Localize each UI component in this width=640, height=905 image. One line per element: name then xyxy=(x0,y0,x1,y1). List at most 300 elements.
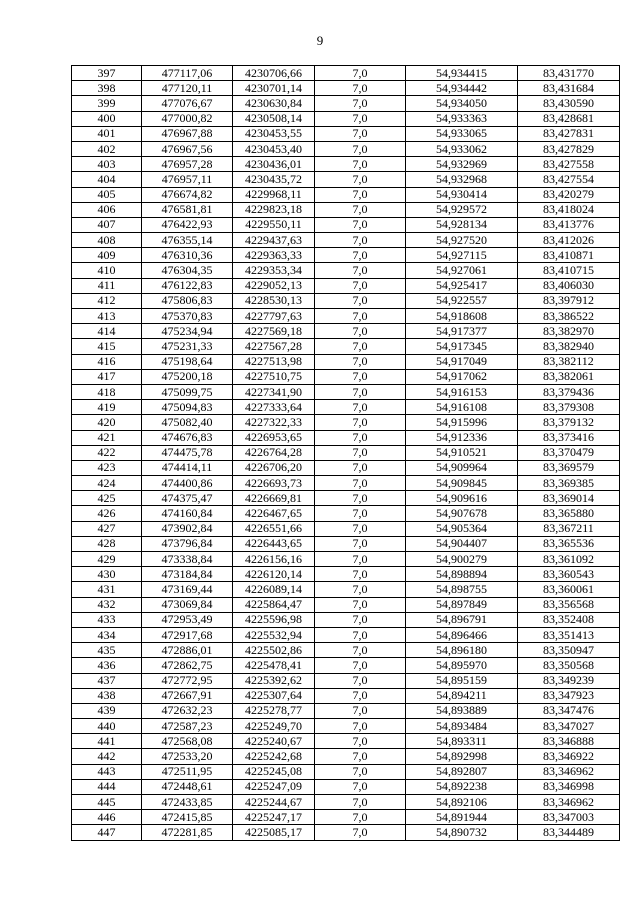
point-number-cell: 433 xyxy=(72,612,142,627)
y-coordinate-cell: 4225596,98 xyxy=(233,612,315,627)
y-coordinate-cell: 4225247,17 xyxy=(233,810,315,825)
latitude-cell: 54,918608 xyxy=(406,309,518,324)
distance-cell: 7,0 xyxy=(315,172,406,187)
longitude-cell: 83,352408 xyxy=(518,612,620,627)
y-coordinate-cell: 4225392,62 xyxy=(233,673,315,688)
x-coordinate-cell: 472448,61 xyxy=(142,779,233,794)
x-coordinate-cell: 476422,93 xyxy=(142,217,233,232)
x-coordinate-cell: 473069,84 xyxy=(142,597,233,612)
point-number-cell: 417 xyxy=(72,369,142,384)
distance-cell: 7,0 xyxy=(315,688,406,703)
y-coordinate-cell: 4225249,70 xyxy=(233,719,315,734)
table-row xyxy=(72,141,620,156)
distance-cell: 7,0 xyxy=(315,354,406,369)
latitude-cell: 54,933065 xyxy=(406,126,518,141)
longitude-cell: 83,410715 xyxy=(518,263,620,278)
point-number-cell: 407 xyxy=(72,217,142,232)
latitude-cell: 54,910521 xyxy=(406,445,518,460)
table-row xyxy=(72,430,620,445)
longitude-cell: 83,365536 xyxy=(518,536,620,551)
distance-cell: 7,0 xyxy=(315,673,406,688)
x-coordinate-cell: 474400,86 xyxy=(142,476,233,491)
table-row xyxy=(72,643,620,658)
distance-cell: 7,0 xyxy=(315,506,406,521)
longitude-cell: 83,428681 xyxy=(518,111,620,126)
latitude-cell: 54,933363 xyxy=(406,111,518,126)
distance-cell: 7,0 xyxy=(315,764,406,779)
table-row xyxy=(72,126,620,141)
x-coordinate-cell: 475806,83 xyxy=(142,293,233,308)
point-number-cell: 421 xyxy=(72,430,142,445)
latitude-cell: 54,891944 xyxy=(406,810,518,825)
distance-cell: 7,0 xyxy=(315,552,406,567)
distance-cell: 7,0 xyxy=(315,719,406,734)
table-row xyxy=(72,597,620,612)
y-coordinate-cell: 4226120,14 xyxy=(233,567,315,582)
point-number-cell: 419 xyxy=(72,400,142,415)
distance-cell: 7,0 xyxy=(315,612,406,627)
point-number-cell: 446 xyxy=(72,810,142,825)
y-coordinate-cell: 4225532,94 xyxy=(233,627,315,642)
longitude-cell: 83,350568 xyxy=(518,658,620,673)
point-number-cell: 399 xyxy=(72,96,142,111)
latitude-cell: 54,890732 xyxy=(406,825,518,840)
table-row xyxy=(72,779,620,794)
coordinates-table xyxy=(71,65,620,841)
y-coordinate-cell: 4226551,66 xyxy=(233,521,315,536)
distance-cell: 7,0 xyxy=(315,81,406,96)
y-coordinate-cell: 4229363,33 xyxy=(233,248,315,263)
longitude-cell: 83,420279 xyxy=(518,187,620,202)
distance-cell: 7,0 xyxy=(315,202,406,217)
table-row xyxy=(72,673,620,688)
distance-cell: 7,0 xyxy=(315,278,406,293)
x-coordinate-cell: 473338,84 xyxy=(142,552,233,567)
longitude-cell: 83,430590 xyxy=(518,96,620,111)
distance-cell: 7,0 xyxy=(315,233,406,248)
longitude-cell: 83,373416 xyxy=(518,430,620,445)
x-coordinate-cell: 474375,47 xyxy=(142,491,233,506)
distance-cell: 7,0 xyxy=(315,521,406,536)
longitude-cell: 83,379308 xyxy=(518,400,620,415)
distance-cell: 7,0 xyxy=(315,400,406,415)
longitude-cell: 83,356568 xyxy=(518,597,620,612)
table-row xyxy=(72,233,620,248)
distance-cell: 7,0 xyxy=(315,460,406,475)
y-coordinate-cell: 4225244,67 xyxy=(233,795,315,810)
longitude-cell: 83,346962 xyxy=(518,795,620,810)
table-row xyxy=(72,339,620,354)
longitude-cell: 83,367211 xyxy=(518,521,620,536)
point-number-cell: 402 xyxy=(72,141,142,156)
x-coordinate-cell: 474414,11 xyxy=(142,460,233,475)
table-row xyxy=(72,217,620,232)
longitude-cell: 83,410871 xyxy=(518,248,620,263)
point-number-cell: 423 xyxy=(72,460,142,475)
x-coordinate-cell: 472587,23 xyxy=(142,719,233,734)
y-coordinate-cell: 4229052,13 xyxy=(233,278,315,293)
point-number-cell: 432 xyxy=(72,597,142,612)
latitude-cell: 54,934050 xyxy=(406,96,518,111)
latitude-cell: 54,892106 xyxy=(406,795,518,810)
distance-cell: 7,0 xyxy=(315,627,406,642)
distance-cell: 7,0 xyxy=(315,263,406,278)
table-row xyxy=(72,187,620,202)
distance-cell: 7,0 xyxy=(315,248,406,263)
latitude-cell: 54,928134 xyxy=(406,217,518,232)
y-coordinate-cell: 4230706,66 xyxy=(233,66,315,81)
point-number-cell: 413 xyxy=(72,309,142,324)
x-coordinate-cell: 476957,11 xyxy=(142,172,233,187)
latitude-cell: 54,925417 xyxy=(406,278,518,293)
distance-cell: 7,0 xyxy=(315,339,406,354)
y-coordinate-cell: 4227333,64 xyxy=(233,400,315,415)
y-coordinate-cell: 4229823,18 xyxy=(233,202,315,217)
longitude-cell: 83,349239 xyxy=(518,673,620,688)
distance-cell: 7,0 xyxy=(315,126,406,141)
table-row xyxy=(72,202,620,217)
table-row xyxy=(72,460,620,475)
latitude-cell: 54,892807 xyxy=(406,764,518,779)
point-number-cell: 398 xyxy=(72,81,142,96)
distance-cell: 7,0 xyxy=(315,187,406,202)
latitude-cell: 54,934442 xyxy=(406,81,518,96)
table-row xyxy=(72,658,620,673)
x-coordinate-cell: 472511,95 xyxy=(142,764,233,779)
y-coordinate-cell: 4225247,09 xyxy=(233,779,315,794)
distance-cell: 7,0 xyxy=(315,582,406,597)
table-row xyxy=(72,96,620,111)
distance-cell: 7,0 xyxy=(315,430,406,445)
x-coordinate-cell: 476581,81 xyxy=(142,202,233,217)
latitude-cell: 54,909845 xyxy=(406,476,518,491)
table-row xyxy=(72,248,620,263)
x-coordinate-cell: 472917,68 xyxy=(142,627,233,642)
y-coordinate-cell: 4227513,98 xyxy=(233,354,315,369)
x-coordinate-cell: 474676,83 xyxy=(142,430,233,445)
longitude-cell: 83,386522 xyxy=(518,309,620,324)
page-number: 9 xyxy=(316,33,324,48)
y-coordinate-cell: 4226764,28 xyxy=(233,445,315,460)
y-coordinate-cell: 4227569,18 xyxy=(233,324,315,339)
x-coordinate-cell: 475231,33 xyxy=(142,339,233,354)
y-coordinate-cell: 4229550,11 xyxy=(233,217,315,232)
x-coordinate-cell: 472953,49 xyxy=(142,612,233,627)
latitude-cell: 54,909964 xyxy=(406,460,518,475)
table-row xyxy=(72,749,620,764)
distance-cell: 7,0 xyxy=(315,141,406,156)
table-row xyxy=(72,552,620,567)
distance-cell: 7,0 xyxy=(315,658,406,673)
longitude-cell: 83,351413 xyxy=(518,627,620,642)
y-coordinate-cell: 4227567,28 xyxy=(233,339,315,354)
table-row xyxy=(72,521,620,536)
x-coordinate-cell: 475082,40 xyxy=(142,415,233,430)
longitude-cell: 83,347476 xyxy=(518,703,620,718)
distance-cell: 7,0 xyxy=(315,567,406,582)
latitude-cell: 54,898755 xyxy=(406,582,518,597)
latitude-cell: 54,927115 xyxy=(406,248,518,263)
latitude-cell: 54,916153 xyxy=(406,384,518,399)
longitude-cell: 83,379132 xyxy=(518,415,620,430)
distance-cell: 7,0 xyxy=(315,476,406,491)
latitude-cell: 54,922557 xyxy=(406,293,518,308)
point-number-cell: 428 xyxy=(72,536,142,551)
latitude-cell: 54,904407 xyxy=(406,536,518,551)
x-coordinate-cell: 475200,18 xyxy=(142,369,233,384)
longitude-cell: 83,347003 xyxy=(518,810,620,825)
y-coordinate-cell: 4230701,14 xyxy=(233,81,315,96)
point-number-cell: 416 xyxy=(72,354,142,369)
latitude-cell: 54,896791 xyxy=(406,612,518,627)
y-coordinate-cell: 4230453,40 xyxy=(233,141,315,156)
point-number-cell: 425 xyxy=(72,491,142,506)
longitude-cell: 83,382970 xyxy=(518,324,620,339)
y-coordinate-cell: 4230435,72 xyxy=(233,172,315,187)
distance-cell: 7,0 xyxy=(315,324,406,339)
y-coordinate-cell: 4229353,34 xyxy=(233,263,315,278)
latitude-cell: 54,897849 xyxy=(406,597,518,612)
table-row xyxy=(72,354,620,369)
y-coordinate-cell: 4225478,41 xyxy=(233,658,315,673)
latitude-cell: 54,895970 xyxy=(406,658,518,673)
y-coordinate-cell: 4225240,67 xyxy=(233,734,315,749)
latitude-cell: 54,896180 xyxy=(406,643,518,658)
point-number-cell: 442 xyxy=(72,749,142,764)
longitude-cell: 83,369014 xyxy=(518,491,620,506)
longitude-cell: 83,360543 xyxy=(518,567,620,582)
point-number-cell: 406 xyxy=(72,202,142,217)
longitude-cell: 83,361092 xyxy=(518,552,620,567)
point-number-cell: 400 xyxy=(72,111,142,126)
table-row xyxy=(72,278,620,293)
point-number-cell: 410 xyxy=(72,263,142,278)
table-row xyxy=(72,491,620,506)
distance-cell: 7,0 xyxy=(315,749,406,764)
x-coordinate-cell: 472415,85 xyxy=(142,810,233,825)
x-coordinate-cell: 472632,23 xyxy=(142,703,233,718)
point-number-cell: 397 xyxy=(72,66,142,81)
point-number-cell: 447 xyxy=(72,825,142,840)
latitude-cell: 54,917377 xyxy=(406,324,518,339)
x-coordinate-cell: 473902,84 xyxy=(142,521,233,536)
distance-cell: 7,0 xyxy=(315,734,406,749)
longitude-cell: 83,418024 xyxy=(518,202,620,217)
table-row xyxy=(72,476,620,491)
distance-cell: 7,0 xyxy=(315,703,406,718)
distance-cell: 7,0 xyxy=(315,66,406,81)
y-coordinate-cell: 4225278,77 xyxy=(233,703,315,718)
y-coordinate-cell: 4226089,14 xyxy=(233,582,315,597)
y-coordinate-cell: 4229968,11 xyxy=(233,187,315,202)
table-row xyxy=(72,293,620,308)
longitude-cell: 83,369385 xyxy=(518,476,620,491)
latitude-cell: 54,916108 xyxy=(406,400,518,415)
x-coordinate-cell: 474160,84 xyxy=(142,506,233,521)
x-coordinate-cell: 472433,85 xyxy=(142,795,233,810)
x-coordinate-cell: 476674,82 xyxy=(142,187,233,202)
y-coordinate-cell: 4225245,08 xyxy=(233,764,315,779)
point-number-cell: 435 xyxy=(72,643,142,658)
x-coordinate-cell: 476957,28 xyxy=(142,157,233,172)
distance-cell: 7,0 xyxy=(315,779,406,794)
table-row xyxy=(72,627,620,642)
y-coordinate-cell: 4225085,17 xyxy=(233,825,315,840)
latitude-cell: 54,915996 xyxy=(406,415,518,430)
longitude-cell: 83,346962 xyxy=(518,764,620,779)
x-coordinate-cell: 472886,01 xyxy=(142,643,233,658)
latitude-cell: 54,893889 xyxy=(406,703,518,718)
distance-cell: 7,0 xyxy=(315,96,406,111)
latitude-cell: 54,909616 xyxy=(406,491,518,506)
distance-cell: 7,0 xyxy=(315,369,406,384)
x-coordinate-cell: 472533,20 xyxy=(142,749,233,764)
latitude-cell: 54,905364 xyxy=(406,521,518,536)
longitude-cell: 83,413776 xyxy=(518,217,620,232)
table-row xyxy=(72,263,620,278)
y-coordinate-cell: 4227322,33 xyxy=(233,415,315,430)
y-coordinate-cell: 4228530,13 xyxy=(233,293,315,308)
point-number-cell: 437 xyxy=(72,673,142,688)
y-coordinate-cell: 4227341,90 xyxy=(233,384,315,399)
table-row xyxy=(72,582,620,597)
y-coordinate-cell: 4226669,81 xyxy=(233,491,315,506)
table-row xyxy=(72,172,620,187)
point-number-cell: 436 xyxy=(72,658,142,673)
latitude-cell: 54,917345 xyxy=(406,339,518,354)
y-coordinate-cell: 4229437,63 xyxy=(233,233,315,248)
longitude-cell: 83,347923 xyxy=(518,688,620,703)
x-coordinate-cell: 473796,84 xyxy=(142,536,233,551)
x-coordinate-cell: 473184,84 xyxy=(142,567,233,582)
point-number-cell: 427 xyxy=(72,521,142,536)
table-row xyxy=(72,719,620,734)
x-coordinate-cell: 475094,83 xyxy=(142,400,233,415)
latitude-cell: 54,912336 xyxy=(406,430,518,445)
table-row xyxy=(72,111,620,126)
x-coordinate-cell: 474475,78 xyxy=(142,445,233,460)
x-coordinate-cell: 475198,64 xyxy=(142,354,233,369)
distance-cell: 7,0 xyxy=(315,111,406,126)
latitude-cell: 54,930414 xyxy=(406,187,518,202)
table-row xyxy=(72,369,620,384)
point-number-cell: 418 xyxy=(72,384,142,399)
longitude-cell: 83,431770 xyxy=(518,66,620,81)
x-coordinate-cell: 475099,75 xyxy=(142,384,233,399)
point-number-cell: 444 xyxy=(72,779,142,794)
distance-cell: 7,0 xyxy=(315,217,406,232)
x-coordinate-cell: 475234,94 xyxy=(142,324,233,339)
y-coordinate-cell: 4225307,64 xyxy=(233,688,315,703)
longitude-cell: 83,431684 xyxy=(518,81,620,96)
table-row xyxy=(72,703,620,718)
longitude-cell: 83,365880 xyxy=(518,506,620,521)
latitude-cell: 54,927061 xyxy=(406,263,518,278)
longitude-cell: 83,382061 xyxy=(518,369,620,384)
point-number-cell: 434 xyxy=(72,627,142,642)
x-coordinate-cell: 472862,75 xyxy=(142,658,233,673)
table-row xyxy=(72,81,620,96)
point-number-cell: 439 xyxy=(72,703,142,718)
distance-cell: 7,0 xyxy=(315,795,406,810)
y-coordinate-cell: 4225502,86 xyxy=(233,643,315,658)
x-coordinate-cell: 477120,11 xyxy=(142,81,233,96)
table-row xyxy=(72,506,620,521)
latitude-cell: 54,907678 xyxy=(406,506,518,521)
point-number-cell: 438 xyxy=(72,688,142,703)
latitude-cell: 54,933062 xyxy=(406,141,518,156)
y-coordinate-cell: 4225864,47 xyxy=(233,597,315,612)
x-coordinate-cell: 477000,82 xyxy=(142,111,233,126)
table-row xyxy=(72,612,620,627)
distance-cell: 7,0 xyxy=(315,536,406,551)
table-row xyxy=(72,825,620,840)
point-number-cell: 408 xyxy=(72,233,142,248)
x-coordinate-cell: 475370,83 xyxy=(142,309,233,324)
latitude-cell: 54,917062 xyxy=(406,369,518,384)
table-row xyxy=(72,66,620,81)
point-number-cell: 411 xyxy=(72,278,142,293)
table-row xyxy=(72,764,620,779)
longitude-cell: 83,360061 xyxy=(518,582,620,597)
point-number-cell: 403 xyxy=(72,157,142,172)
table-row xyxy=(72,734,620,749)
table-row xyxy=(72,688,620,703)
latitude-cell: 54,896466 xyxy=(406,627,518,642)
longitude-cell: 83,427831 xyxy=(518,126,620,141)
point-number-cell: 426 xyxy=(72,506,142,521)
x-coordinate-cell: 473169,44 xyxy=(142,582,233,597)
latitude-cell: 54,934415 xyxy=(406,66,518,81)
latitude-cell: 54,917049 xyxy=(406,354,518,369)
y-coordinate-cell: 4226693,73 xyxy=(233,476,315,491)
latitude-cell: 54,932969 xyxy=(406,157,518,172)
table-row xyxy=(72,795,620,810)
longitude-cell: 83,370479 xyxy=(518,445,620,460)
y-coordinate-cell: 4227510,75 xyxy=(233,369,315,384)
y-coordinate-cell: 4225242,68 xyxy=(233,749,315,764)
distance-cell: 7,0 xyxy=(315,491,406,506)
distance-cell: 7,0 xyxy=(315,825,406,840)
distance-cell: 7,0 xyxy=(315,445,406,460)
longitude-cell: 83,350947 xyxy=(518,643,620,658)
longitude-cell: 83,347027 xyxy=(518,719,620,734)
table-row xyxy=(72,415,620,430)
point-number-cell: 420 xyxy=(72,415,142,430)
y-coordinate-cell: 4226953,65 xyxy=(233,430,315,445)
longitude-cell: 83,427554 xyxy=(518,172,620,187)
point-number-cell: 443 xyxy=(72,764,142,779)
point-number-cell: 422 xyxy=(72,445,142,460)
y-coordinate-cell: 4230436,01 xyxy=(233,157,315,172)
point-number-cell: 440 xyxy=(72,719,142,734)
point-number-cell: 401 xyxy=(72,126,142,141)
table-row xyxy=(72,309,620,324)
longitude-cell: 83,379436 xyxy=(518,384,620,399)
longitude-cell: 83,406030 xyxy=(518,278,620,293)
y-coordinate-cell: 4230508,14 xyxy=(233,111,315,126)
x-coordinate-cell: 476355,14 xyxy=(142,233,233,248)
y-coordinate-cell: 4230630,84 xyxy=(233,96,315,111)
distance-cell: 7,0 xyxy=(315,597,406,612)
x-coordinate-cell: 477117,06 xyxy=(142,66,233,81)
longitude-cell: 83,427558 xyxy=(518,157,620,172)
latitude-cell: 54,895159 xyxy=(406,673,518,688)
longitude-cell: 83,397912 xyxy=(518,293,620,308)
latitude-cell: 54,898894 xyxy=(406,567,518,582)
latitude-cell: 54,892238 xyxy=(406,779,518,794)
y-coordinate-cell: 4226443,65 xyxy=(233,536,315,551)
